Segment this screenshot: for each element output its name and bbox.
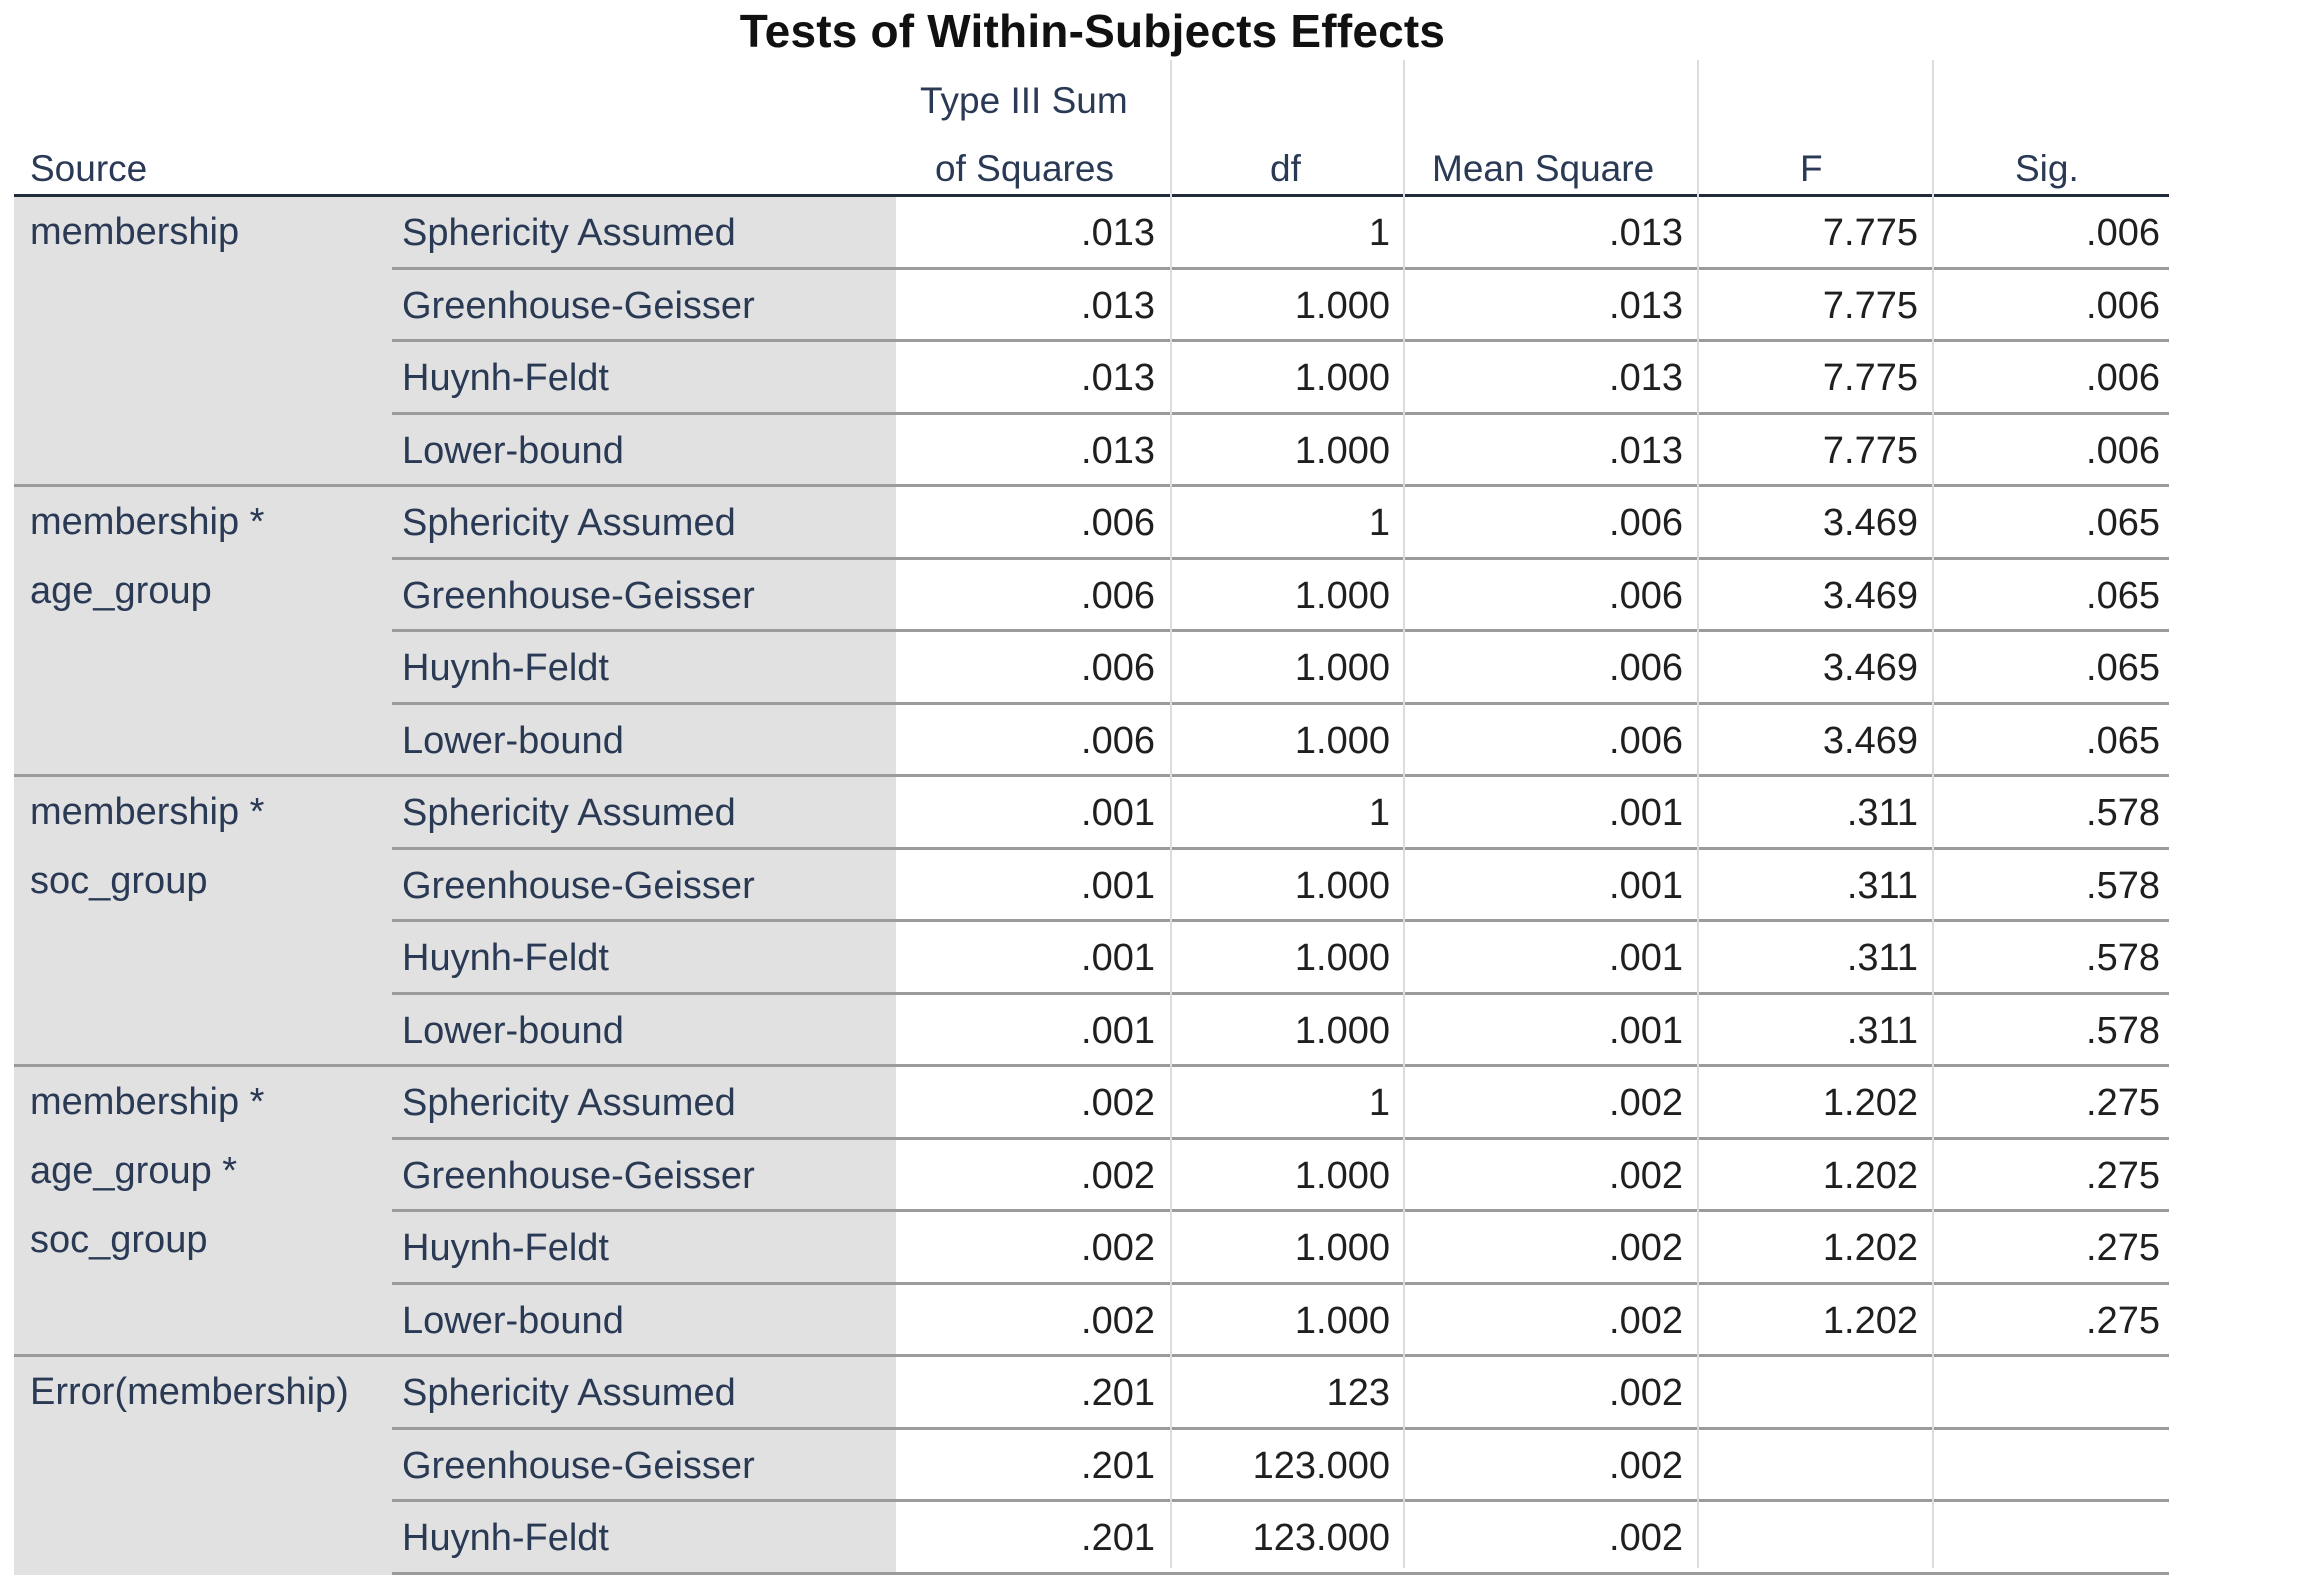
ms-value: .006 xyxy=(1609,719,1683,762)
ss-value: .013 xyxy=(1081,429,1155,472)
table-row xyxy=(0,415,2170,487)
table-row xyxy=(0,1357,2170,1429)
ss-value: .006 xyxy=(1081,574,1155,617)
table-row xyxy=(0,1430,2170,1502)
table-row xyxy=(0,632,2170,704)
correction-label: Huynh-Feldt xyxy=(402,647,609,689)
f-value: .311 xyxy=(1846,864,1918,907)
ss-value: .006 xyxy=(1081,719,1155,762)
source-label: membership * xyxy=(30,1081,265,1123)
source-label: membership * xyxy=(30,791,265,833)
header-sig: Sig. xyxy=(2015,148,2079,189)
ss-value: .002 xyxy=(1081,1154,1155,1197)
table-row xyxy=(0,777,2170,849)
f-value: 1.202 xyxy=(1822,1082,1918,1124)
table-title: Tests of Within-Subjects Effects xyxy=(739,5,1446,57)
column-divider xyxy=(1697,60,1699,1568)
ss-value: .013 xyxy=(1081,357,1155,399)
f-value: 1.202 xyxy=(1822,1227,1918,1269)
column-divider xyxy=(1403,60,1405,1568)
ss-value: .013 xyxy=(1081,212,1155,254)
f-value: .311 xyxy=(1846,792,1918,834)
sig-value: .578 xyxy=(2086,937,2160,979)
ss-value: .006 xyxy=(1081,502,1155,544)
ms-value: .002 xyxy=(1609,1517,1683,1559)
df-value: 1.000 xyxy=(1294,284,1390,327)
ss-value: .201 xyxy=(1081,1517,1155,1559)
correction-label: Sphericity Assumed xyxy=(402,502,736,544)
sig-value: .065 xyxy=(2086,574,2160,617)
df-value: 1.000 xyxy=(1294,1009,1390,1052)
header-rule xyxy=(14,194,2169,197)
f-value: 1.202 xyxy=(1822,1299,1918,1342)
df-value: 1.000 xyxy=(1294,864,1390,907)
sig-value: .275 xyxy=(2086,1082,2160,1124)
ss-value: .201 xyxy=(1081,1444,1155,1487)
correction-label: Greenhouse-Geisser xyxy=(402,1444,755,1487)
ss-value: .002 xyxy=(1081,1227,1155,1269)
df-value: 123.000 xyxy=(1252,1444,1390,1487)
ms-value: .013 xyxy=(1609,429,1683,472)
sig-value: .275 xyxy=(2086,1154,2160,1197)
row-divider xyxy=(392,1572,2169,1575)
ms-value: .006 xyxy=(1609,502,1683,544)
ss-value: .001 xyxy=(1081,792,1155,834)
table-row xyxy=(0,1212,2170,1284)
df-value: 1.000 xyxy=(1294,357,1390,399)
df-value: 1 xyxy=(1368,1082,1390,1124)
table-row xyxy=(0,705,2170,777)
correction-label: Huynh-Feldt xyxy=(402,1517,609,1559)
table-row xyxy=(0,995,2170,1067)
sig-value: .578 xyxy=(2086,864,2160,907)
df-value: 1.000 xyxy=(1294,1227,1390,1269)
ss-value: .001 xyxy=(1081,1009,1155,1052)
correction-label: Lower-bound xyxy=(402,1009,624,1052)
header-source: Source xyxy=(30,148,148,189)
ss-value: .006 xyxy=(1081,647,1155,689)
ss-value: .013 xyxy=(1081,284,1155,327)
ms-value: .001 xyxy=(1609,1009,1683,1052)
df-value: 123.000 xyxy=(1252,1517,1390,1559)
sig-value: .578 xyxy=(2086,1009,2160,1052)
column-divider xyxy=(1170,60,1172,1568)
ss-value: .001 xyxy=(1081,937,1155,979)
correction-label: Huynh-Feldt xyxy=(402,1227,609,1269)
ms-value: .002 xyxy=(1609,1372,1683,1414)
ss-value: .001 xyxy=(1081,864,1155,907)
f-value: 3.469 xyxy=(1822,719,1918,762)
ms-value: .001 xyxy=(1609,792,1683,834)
df-value: 1 xyxy=(1368,212,1390,254)
correction-label: Huynh-Feldt xyxy=(402,357,609,399)
ss-value: .002 xyxy=(1081,1082,1155,1124)
table-row xyxy=(0,1067,2170,1139)
table-row xyxy=(0,850,2170,922)
df-value: 1.000 xyxy=(1294,1154,1390,1197)
df-value: 1 xyxy=(1368,502,1390,544)
ms-value: .006 xyxy=(1609,574,1683,617)
sig-value: .065 xyxy=(2086,719,2160,762)
correction-label: Lower-bound xyxy=(402,719,624,762)
ms-value: .013 xyxy=(1609,357,1683,399)
f-value: .311 xyxy=(1846,937,1918,979)
correction-label: Greenhouse-Geisser xyxy=(402,574,755,617)
ss-value: .002 xyxy=(1081,1299,1155,1342)
column-divider xyxy=(1932,60,1934,1568)
correction-label: Huynh-Feldt xyxy=(402,937,609,979)
header-ss-line1: Type III Sum xyxy=(920,80,1128,121)
df-value: 123 xyxy=(1326,1372,1390,1414)
f-value: 7.775 xyxy=(1822,284,1918,327)
correction-label: Greenhouse-Geisser xyxy=(402,1154,755,1197)
sig-value: .065 xyxy=(2086,647,2160,689)
f-value: 7.775 xyxy=(1822,429,1918,472)
f-value: 3.469 xyxy=(1822,647,1918,689)
source-label: age_group * xyxy=(30,1150,238,1192)
ms-value: .002 xyxy=(1609,1082,1683,1124)
f-value: 1.202 xyxy=(1822,1154,1918,1197)
sig-value: .275 xyxy=(2086,1227,2160,1269)
df-value: 1.000 xyxy=(1294,937,1390,979)
ms-value: .002 xyxy=(1609,1444,1683,1487)
table-row xyxy=(0,1502,2170,1574)
table-row xyxy=(0,922,2170,994)
source-label: membership xyxy=(30,211,240,253)
sig-value: .006 xyxy=(2086,284,2160,327)
df-value: 1.000 xyxy=(1294,574,1390,617)
source-label: Error(membership) xyxy=(30,1371,349,1413)
table-row xyxy=(0,1140,2170,1212)
f-value: 7.775 xyxy=(1822,212,1918,254)
ms-value: .006 xyxy=(1609,647,1683,689)
source-label: membership * xyxy=(30,501,265,543)
f-value: 3.469 xyxy=(1822,574,1918,617)
table-row xyxy=(0,342,2170,414)
ms-value: .013 xyxy=(1609,212,1683,254)
sig-value: .006 xyxy=(2086,357,2160,399)
table-row xyxy=(0,270,2170,342)
table-row xyxy=(0,560,2170,632)
correction-label: Greenhouse-Geisser xyxy=(402,864,755,907)
ss-value: .201 xyxy=(1081,1372,1155,1414)
ms-value: .002 xyxy=(1609,1299,1683,1342)
correction-label: Lower-bound xyxy=(402,429,624,472)
ms-value: .001 xyxy=(1609,937,1683,979)
f-value: 3.469 xyxy=(1822,502,1918,544)
ms-value: .001 xyxy=(1609,864,1683,907)
df-value: 1.000 xyxy=(1294,647,1390,689)
df-value: 1.000 xyxy=(1294,1299,1390,1342)
table-row xyxy=(0,487,2170,559)
ms-value: .013 xyxy=(1609,284,1683,327)
correction-label: Sphericity Assumed xyxy=(402,1082,736,1124)
source-label: soc_group xyxy=(30,1219,208,1261)
f-value: 7.775 xyxy=(1822,357,1918,399)
header-f: F xyxy=(1800,148,1823,189)
correction-label: Sphericity Assumed xyxy=(402,792,736,834)
df-value: 1 xyxy=(1368,792,1390,834)
table-row xyxy=(0,197,2170,269)
df-value: 1.000 xyxy=(1294,429,1390,472)
sig-value: .275 xyxy=(2086,1299,2160,1342)
ms-value: .002 xyxy=(1609,1154,1683,1197)
header-df: df xyxy=(1270,148,1301,189)
source-label: age_group xyxy=(30,570,212,612)
correction-label: Sphericity Assumed xyxy=(402,1372,736,1414)
header-ss-line2: of Squares xyxy=(935,148,1114,189)
sig-value: .578 xyxy=(2086,792,2160,834)
sig-value: .065 xyxy=(2086,502,2160,544)
correction-label: Greenhouse-Geisser xyxy=(402,284,755,327)
correction-label: Sphericity Assumed xyxy=(402,212,736,254)
correction-label: Lower-bound xyxy=(402,1299,624,1342)
df-value: 1.000 xyxy=(1294,719,1390,762)
sig-value: .006 xyxy=(2086,212,2160,254)
f-value: .311 xyxy=(1846,1009,1918,1052)
ms-value: .002 xyxy=(1609,1227,1683,1269)
source-label: soc_group xyxy=(30,860,208,902)
header-mean-square: Mean Square xyxy=(1432,148,1655,189)
table-row xyxy=(0,1285,2170,1357)
sig-value: .006 xyxy=(2086,429,2160,472)
